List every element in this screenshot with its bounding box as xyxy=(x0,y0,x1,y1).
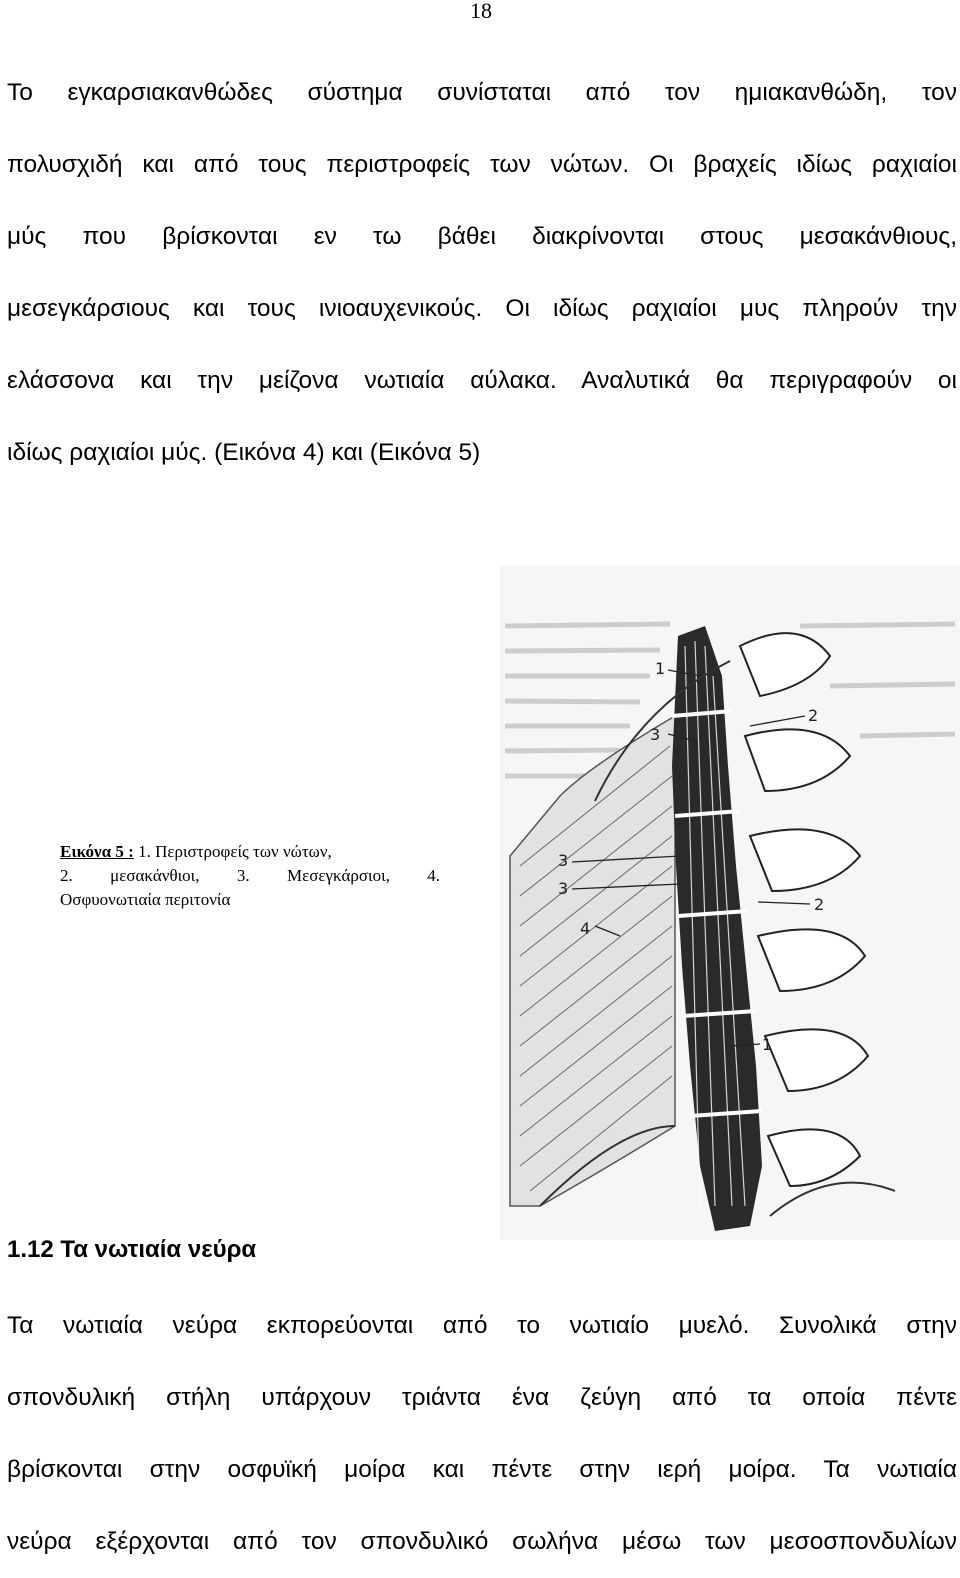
paragraph-line: Το εγκαρσιακανθώδες σύστημα συνίσταται από τον ημιακανθώδη, τον xyxy=(7,79,957,106)
caption-text: 1. Περιστροφείς των νώτων, xyxy=(138,842,332,861)
paragraph-intro xyxy=(7,57,957,489)
paragraph-line: σπονδυλική στήλη υπάρχουν τριάντα ένα ζεύγη από τα οποία πέντε xyxy=(7,1384,957,1411)
figure-label: 1 xyxy=(655,659,666,678)
caption-line: Οσφυονωτιαία περιτονία xyxy=(60,890,231,909)
figure-label: 2 xyxy=(814,895,825,914)
figure-label: 3 xyxy=(558,879,569,898)
figure-label: 3 xyxy=(558,851,569,870)
paragraph-line: ιδίως ραχιαίοι μύς. (Εικόνα 4) και (Εικόνα 5) xyxy=(7,439,481,466)
figure-caption xyxy=(60,840,440,912)
section-heading: 1.12 Τα νωτιαία νεύρα xyxy=(7,1236,257,1263)
paragraph-line: Τα νωτιαία νεύρα εκπορεύονται από το νωτιαίο μυελό. Συνολικά στην xyxy=(7,1312,957,1339)
paragraph-line: μεσεγκάρσιους και τους ινιοαυχενικούς. Οι ιδίως ραχιαίοι μυς πληρούν την xyxy=(7,295,957,322)
paragraph-line: πολυσχιδή και από τους περιστροφείς των νώτων. Οι βραχείς ιδίως ραχιαίοι xyxy=(7,151,957,178)
caption-line xyxy=(60,840,440,864)
caption-line: 2. μεσακάνθιοι, 3. Μεσεγκάρσιοι, 4. xyxy=(60,866,440,885)
paragraph-spinal-nerves xyxy=(7,1290,957,1578)
figure-label: 2 xyxy=(808,706,819,725)
figure-label: 3 xyxy=(650,725,661,744)
paragraph-line: μύς που βρίσκονται εν τω βάθει διακρίνονται στους μεσακάνθιους, xyxy=(7,223,957,250)
page-number: 18 xyxy=(470,0,492,23)
spine-muscle-illustration xyxy=(500,566,960,1240)
paragraph-line: νεύρα εξέρχονται από τον σπονδυλικό σωλήνα μέσω των μεσοσπονδυλίων xyxy=(7,1528,957,1555)
caption-label: Εικόνα 5 : xyxy=(60,842,134,861)
figure-label: 1 xyxy=(762,1035,773,1054)
figure-label: 4 xyxy=(580,919,591,938)
anatomy-figure xyxy=(500,566,960,1240)
paragraph-line: ελάσσονα και την μείζονα νωτιαία αύλακα. Αναλυτικά θα περιγραφούν οι xyxy=(7,367,957,394)
paragraph-line: βρίσκονται στην οσφυϊκή μοίρα και πέντε στην ιερή μοίρα. Τα νωτιαία xyxy=(7,1456,957,1483)
